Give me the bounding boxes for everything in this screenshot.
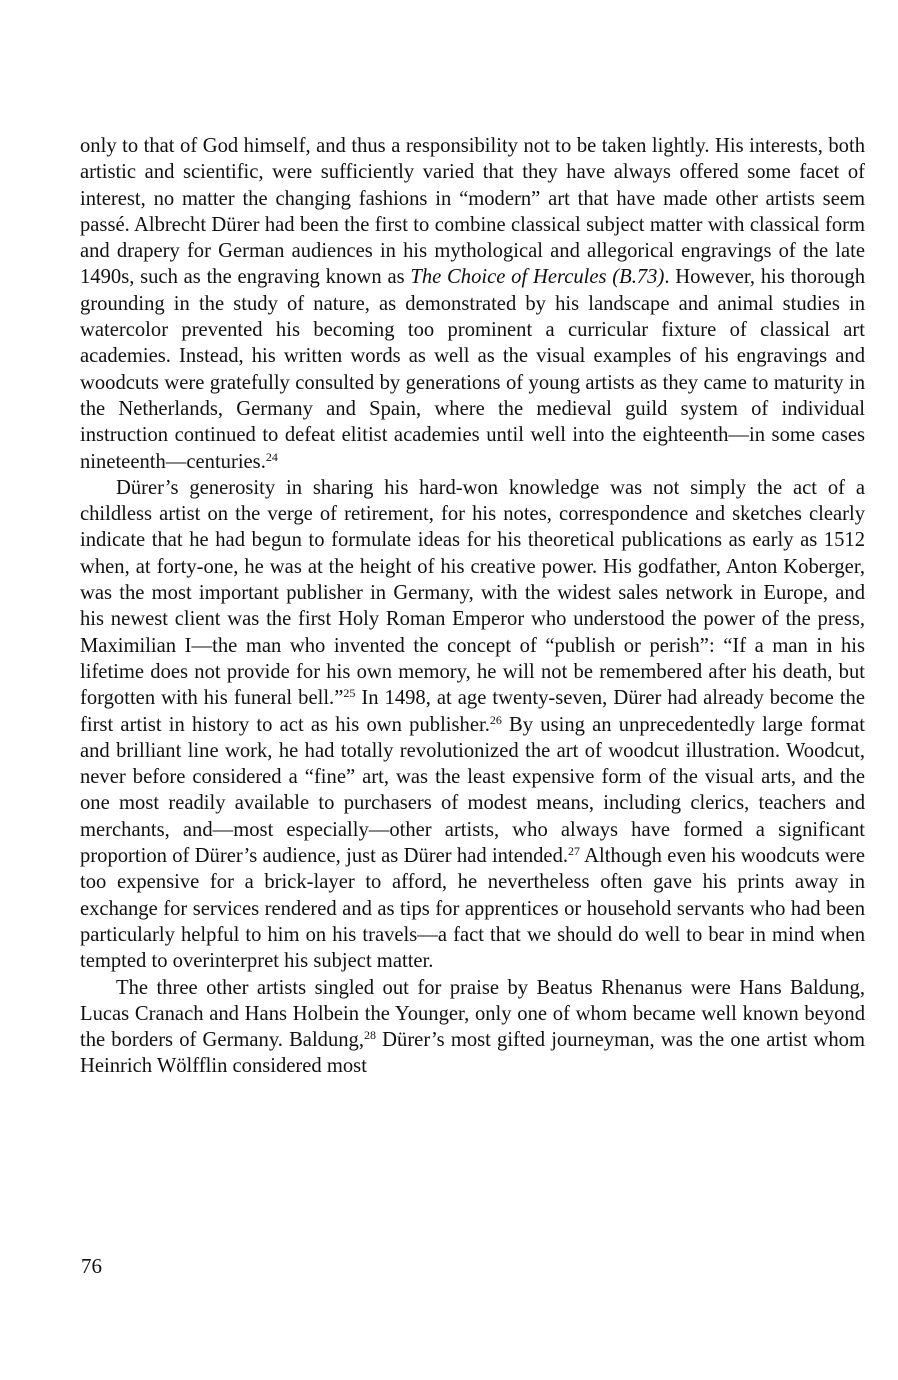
footnote-ref: 24 bbox=[265, 449, 278, 464]
footnote-ref: 27 bbox=[568, 843, 581, 858]
text-run: By using an unprecedentedly large format and brilliant line work, he had totally revolutionized the art of woodcut illustration. Woodcut, never before considered a “fine” art, was the least expensive form of the visual arts, and the one most readily available to purchasers of modest means, including clerics, teachers and merchants, and—most especially—other artists, who always have formed a significant proportion of Dürer’s audience, just as Dürer had intended. bbox=[80, 713, 865, 868]
text-run: . However, his thorough grounding in the study of nature, as demonstrated by his landscape and animal studies in watercolor prevented his becoming too prominent a curricular fixture of classical art academies. Instead, his written words as well as the visual examples of his engravings and woodcuts were gratefully consulted by generations of young artists as they came to maturity in the Netherlands, Germany and Spain, where the medieval guild system of individual instruction continued to defeat elitist academies until well into the eighteenth—in some cases nineteenth—centuries. bbox=[80, 266, 866, 473]
italic-title: The Choice of Hercules (B.73) bbox=[410, 266, 665, 289]
body-text bbox=[80, 133, 865, 1080]
text-run: In 1498, at age twenty-seven, Dürer had already become the first artist in history to act as his own publisher. bbox=[80, 687, 865, 736]
paragraph bbox=[80, 133, 865, 475]
footnote-ref: 25 bbox=[343, 686, 356, 701]
text-run: Although even his woodcuts were too expensive for a brick-layer to afford, he nevertheless often gave his prints away in exchange for services rendered and as tips for apprentices or household servants who had been particularly helpful to him on his travels—a fact that we should do well to bear in mind when tempted to overinterpret his subject matter. bbox=[80, 845, 865, 973]
paragraph bbox=[80, 475, 865, 975]
text-run: only to that of God himself, and thus a responsibility not to be taken lightly. His interests, both artistic and scientific, were sufficiently varied that they have always offered some facet of interest, no matter the changing fashions in “modern” art that have made other artists seem passé. Albrecht Dürer had been the first to combine classical subject matter with classical form and drapery for German audiences in his mythological and allegorical engravings of the late 1490s, such as the engraving known as bbox=[80, 135, 865, 289]
footnote-ref: 28 bbox=[364, 1027, 377, 1042]
text-run: The three other artists singled out for praise by Beatus Rhenanus were Hans Baldung, Lucas Cranach and Hans Holbein the Younger, only one of whom became well known beyond the borders of Germany. Baldung, bbox=[80, 976, 865, 1052]
text-run: Dürer’s generosity in sharing his hard-won knowledge was not simply the act of a childless artist on the verge of retirement, for his notes, correspondence and sketches clearly indicate that he had begun to formulate ideas for his theoretical publications as early as 1512 when, at forty-one, he was at the height of his creative power. His godfather, Anton Koberger, was the most important publisher in Germany, with the widest sales network in Europe, and his newest client was the first Holy Roman Emperor who understood the power of the press, Maximilian I—the man who invented the concept of “publish or perish”: “If a man in his lifetime does not provide for his own memory, he will not be remembered after his death, but forgotten with his funeral bell.” bbox=[80, 476, 865, 710]
page-number: 76 bbox=[81, 1254, 102, 1278]
footnote-ref: 26 bbox=[489, 712, 502, 727]
paragraph bbox=[80, 975, 865, 1080]
text-run: Dürer’s most gifted journeyman, was the one artist whom Heinrich Wölfflin considered most bbox=[80, 1029, 865, 1078]
